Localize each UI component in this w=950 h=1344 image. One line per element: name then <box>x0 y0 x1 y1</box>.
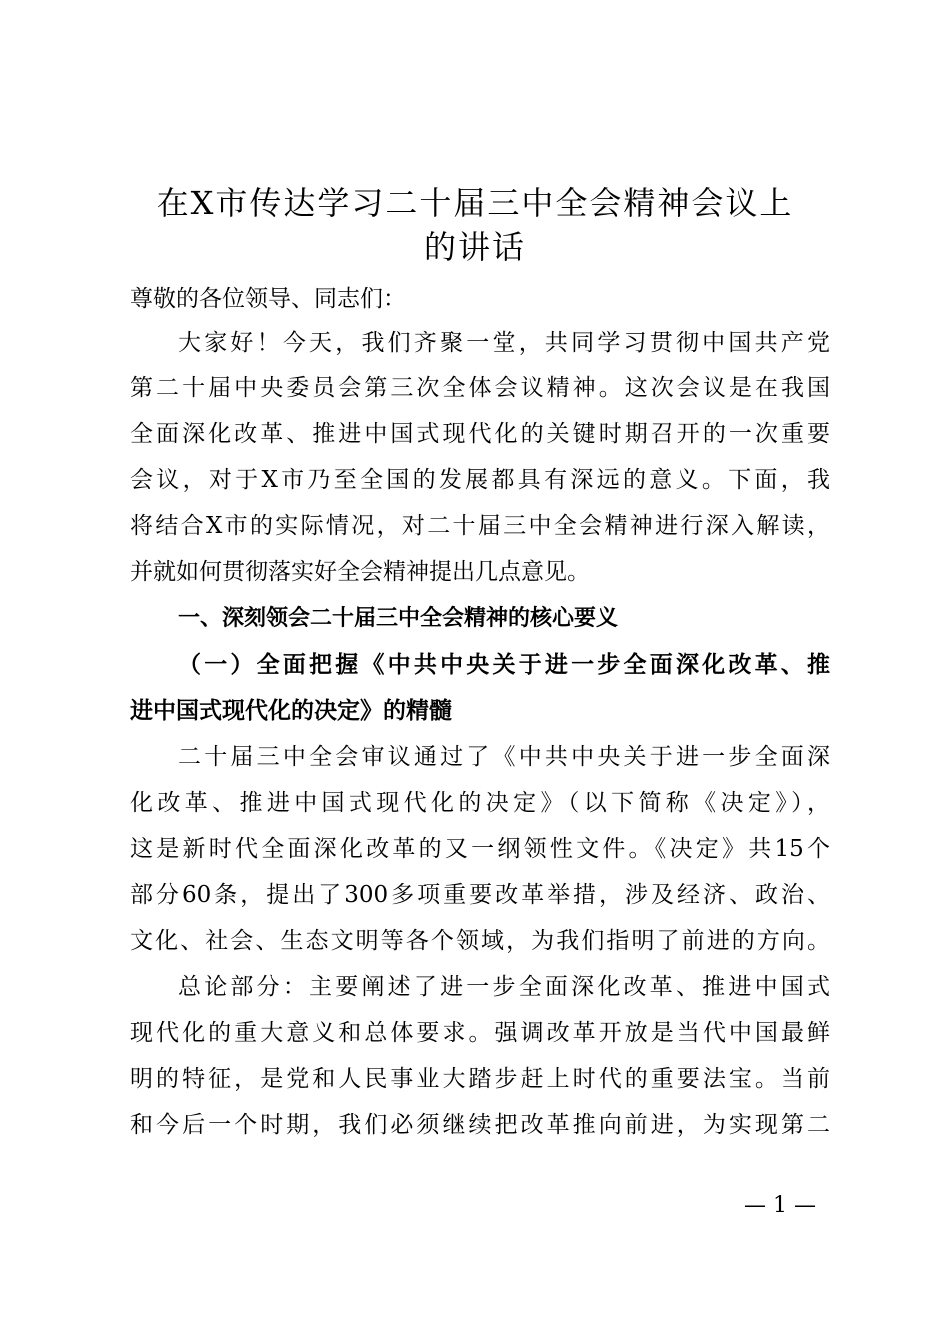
intro-line-3: 全面深化改革、推进中国式现代化的关键时期召开的一次重要 <box>130 421 830 447</box>
intro-line-6: 并就如何贯彻落实好全会精神提出几点意见。 <box>130 559 590 585</box>
document-title-line-1: 在X市传达学习二十届三中全会精神会议上 <box>156 184 794 222</box>
intro-line-1: 大家好！今天，我们齐聚一堂，共同学习贯彻中国共产党 <box>178 330 830 356</box>
section-1-heading: 一、深刻领会二十届三中全会精神的核心要义 <box>178 606 619 631</box>
intro-line-2: 第二十届中央委员会第三次全体会议精神。这次会议是在我国 <box>130 375 830 401</box>
document-title-line-2: 的讲话 <box>423 228 526 266</box>
para3-line-4: 和今后一个时期，我们必须继续把改革推向前进，为实现第二 <box>130 1112 830 1138</box>
para3-line-2: 现代化的重大意义和总体要求。强调改革开放是当代中国最鲜 <box>130 1020 830 1046</box>
intro-line-4: 会议，对于X市乃至全国的发展都具有深远的意义。下面，我 <box>130 467 830 493</box>
salutation: 尊敬的各位领导、同志们： <box>130 286 406 312</box>
subsection-1-heading-line-1: （一）全面把握《中共中央关于进一步全面深化改革、推 <box>178 651 830 678</box>
para2-line-1: 二十届三中全会审议通过了《中共中央关于进一步全面深 <box>178 744 830 770</box>
para2-line-3: 这是新时代全面深化改革的又一纲领性文件。《决定》共15个 <box>130 836 830 862</box>
page-number: — 1 — <box>744 1193 816 1218</box>
para2-line-5: 文化、社会、生态文明等各个领域，为我们指明了前进的方向。 <box>130 928 830 954</box>
para3-line-1: 总论部分：主要阐述了进一步全面深化改革、推进中国式 <box>178 974 830 1000</box>
para3-line-3: 明的特征，是党和人民事业大踏步赶上时代的重要法宝。当前 <box>130 1066 830 1092</box>
subsection-1-heading-line-2: 进中国式现代化的决定》的精髓 <box>130 697 452 724</box>
intro-line-5: 将结合X市的实际情况，对二十届三中全会精神进行深入解读， <box>130 513 830 539</box>
para2-line-4: 部分60条，提出了300多项重要改革举措，涉及经济、政治、 <box>130 882 830 908</box>
para2-line-2: 化改革、推进中国式现代化的决定》（以下简称《决定》）， <box>130 790 830 816</box>
